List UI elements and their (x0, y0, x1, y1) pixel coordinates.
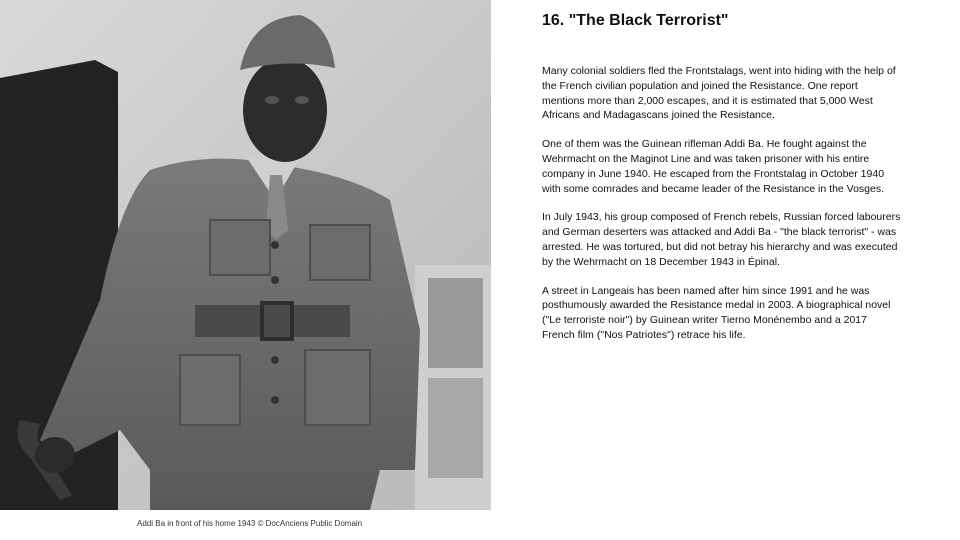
paragraph-addi-ba-capture: One of them was the Guinean rifleman Addi Ba. He fought against the Wehrmacht on the Maginot Line and was taken prisoner with his entire company in June 1940. He escaped from the Frontstalag in October 1940 with some comrades and became leader of the Resistance in the Vosges. (542, 138, 885, 195)
paragraph-arrest-execution: In July 1943, his group composed of French rebels, Russian forced labourers and German deserters was attacked and Addi Ba - "the black terrorist" - was arrested. He was tortured, but did not betray his hierarchy and was executed by the Wehrmacht on 18 December 1943 in Épinal. (542, 211, 901, 268)
slide-title: 16. "The Black Terrorist" (542, 12, 729, 29)
paragraph-legacy: A street in Langeais has been named after him since 1991 and he was posthumously awarded the Resistance medal in 2003. A biographical novel ("Le terroriste noir") by Guinean writer Tierno Monénembo and a 2017 French film ("Nos Patriotes") retrace his life. (542, 284, 891, 341)
soldier-photo (0, 0, 491, 510)
photo-caption: Addi Ba in front of his home 1943 © DocAnciens Public Domain (137, 519, 363, 528)
paragraph-escapes: Many colonial soldiers fled the Frontstalags, went into hiding with the help of the French civilian population and joined the Resistance. One report mentions more than 2,000 escapes, and it is estimated that 5,000 West Africans and Madagascans joined the Resistance. (542, 65, 896, 122)
body-text (542, 64, 902, 357)
